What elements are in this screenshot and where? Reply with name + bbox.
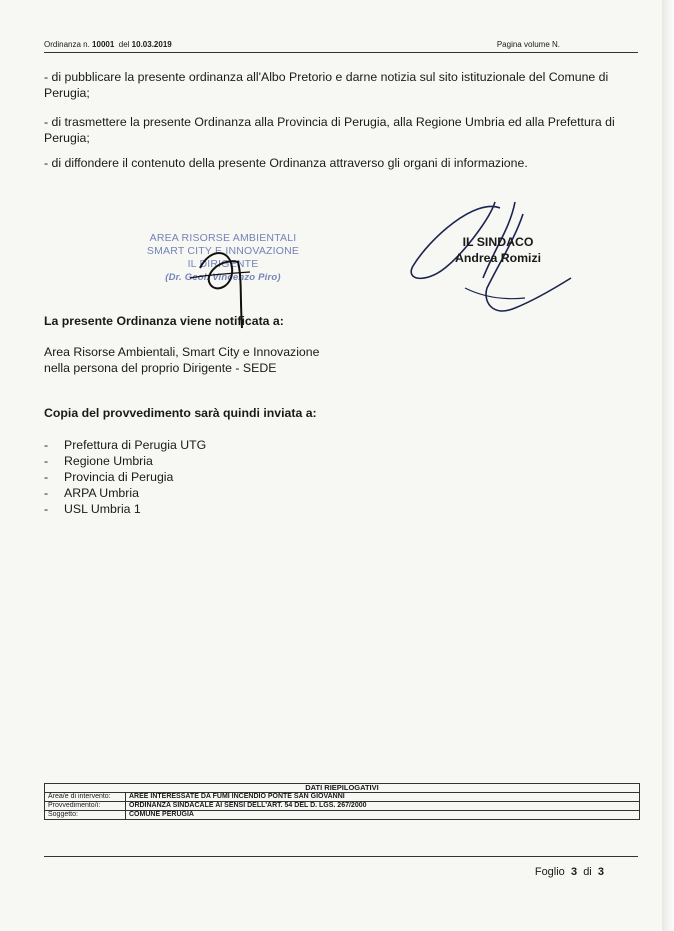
list-dash: - [44,470,49,484]
footer-label: Foglio [534,866,565,878]
date-label: del [118,40,130,49]
footer-total-pages: 3 [597,866,604,878]
notification-line-2: nella persona del proprio Dirigente - SEDE [44,361,277,375]
summary-key: Area/e di intervento: [45,793,126,802]
recipient-name: Prefettura di Perugia UTG [64,438,207,452]
table-row [45,802,640,811]
stamp-line-4: (Dr. Geol. Vincenzo Piro) [165,272,281,283]
sindaco-signature-block [448,234,548,266]
list-dash: - [44,502,49,516]
ordinanza-date: 10.03.2019 [131,40,172,49]
footer-divider [44,856,638,857]
footer-of: di [583,866,592,878]
list-dash: - [44,454,49,468]
list-item [44,453,206,469]
summary-key: Soggetto: [45,811,126,820]
summary-title: DATI RIEPILOGATIVI [45,784,640,793]
sindaco-title: IL SINDACO [462,235,534,249]
stamp-line-3: IL DIRIGENTE [187,258,259,270]
recipient-name: Regione Umbria [64,454,153,468]
notification-recipient [44,344,424,376]
recipient-name: USL Umbria 1 [64,502,141,516]
sindaco-name: Andrea Romizi [454,251,542,265]
ordinanza-label: Ordinanza n. [44,40,90,49]
list-item [44,469,206,485]
paragraph-transmit: - di trasmettere la presente Ordinanza alla Provincia di Perugia, alla Regione Umbria ed alla Prefettura di Perugia; [44,115,615,145]
recipient-list [44,437,206,517]
list-item [44,437,206,453]
notification-heading: La presente Ordinanza viene notificata a: [44,314,284,328]
summary-value: COMUNE PERUGIA [126,811,640,820]
summary-value: ORDINANZA SINDACALE AI SENSI DELL'ART. 54 DEL D. LGS. 267/2000 [126,802,640,811]
list-item [44,501,206,517]
copy-heading: Copia del provvedimento sarà quindi inviata a: [44,406,317,420]
list-dash: - [44,486,49,500]
summary-title-row [45,784,640,793]
stamp-line-1: AREA RISORSE AMBIENTALI [149,232,297,244]
notification-line-1: Area Risorse Ambientali, Smart City e Innovazione [44,345,320,359]
footer-current-page: 3 [570,866,578,878]
page-edge [662,0,674,931]
list-dash: - [44,438,49,452]
table-row [45,793,640,802]
summary-key: Provvedimento/i: [45,802,126,811]
header-divider [44,52,638,53]
table-row [45,811,640,820]
list-item [44,485,206,501]
page-footer [535,866,604,878]
ordinanza-number: 10001 [92,40,115,49]
recipient-name: Provincia di Perugia [64,470,174,484]
paragraph-publish: - di pubblicare la presente ordinanza all'Albo Pretorio e darne notizia sul sito istituzionale del Comune di Perugia; [44,70,609,100]
stamp-line-2: SMART CITY E INNOVAZIONE [146,245,300,257]
recipient-name: ARPA Umbria [64,486,139,500]
ordinanza-reference [44,40,172,49]
page-volume: Pagina volume N. [496,40,560,49]
summary-table [44,783,640,820]
paragraph-diffuse: - di diffondere il contenuto della presente Ordinanza attraverso gli organi di informazione. [44,156,528,170]
summary-value: AREE INTERESSATE DA FUMI INCENDIO PONTE SAN GIOVANNI [126,793,640,802]
